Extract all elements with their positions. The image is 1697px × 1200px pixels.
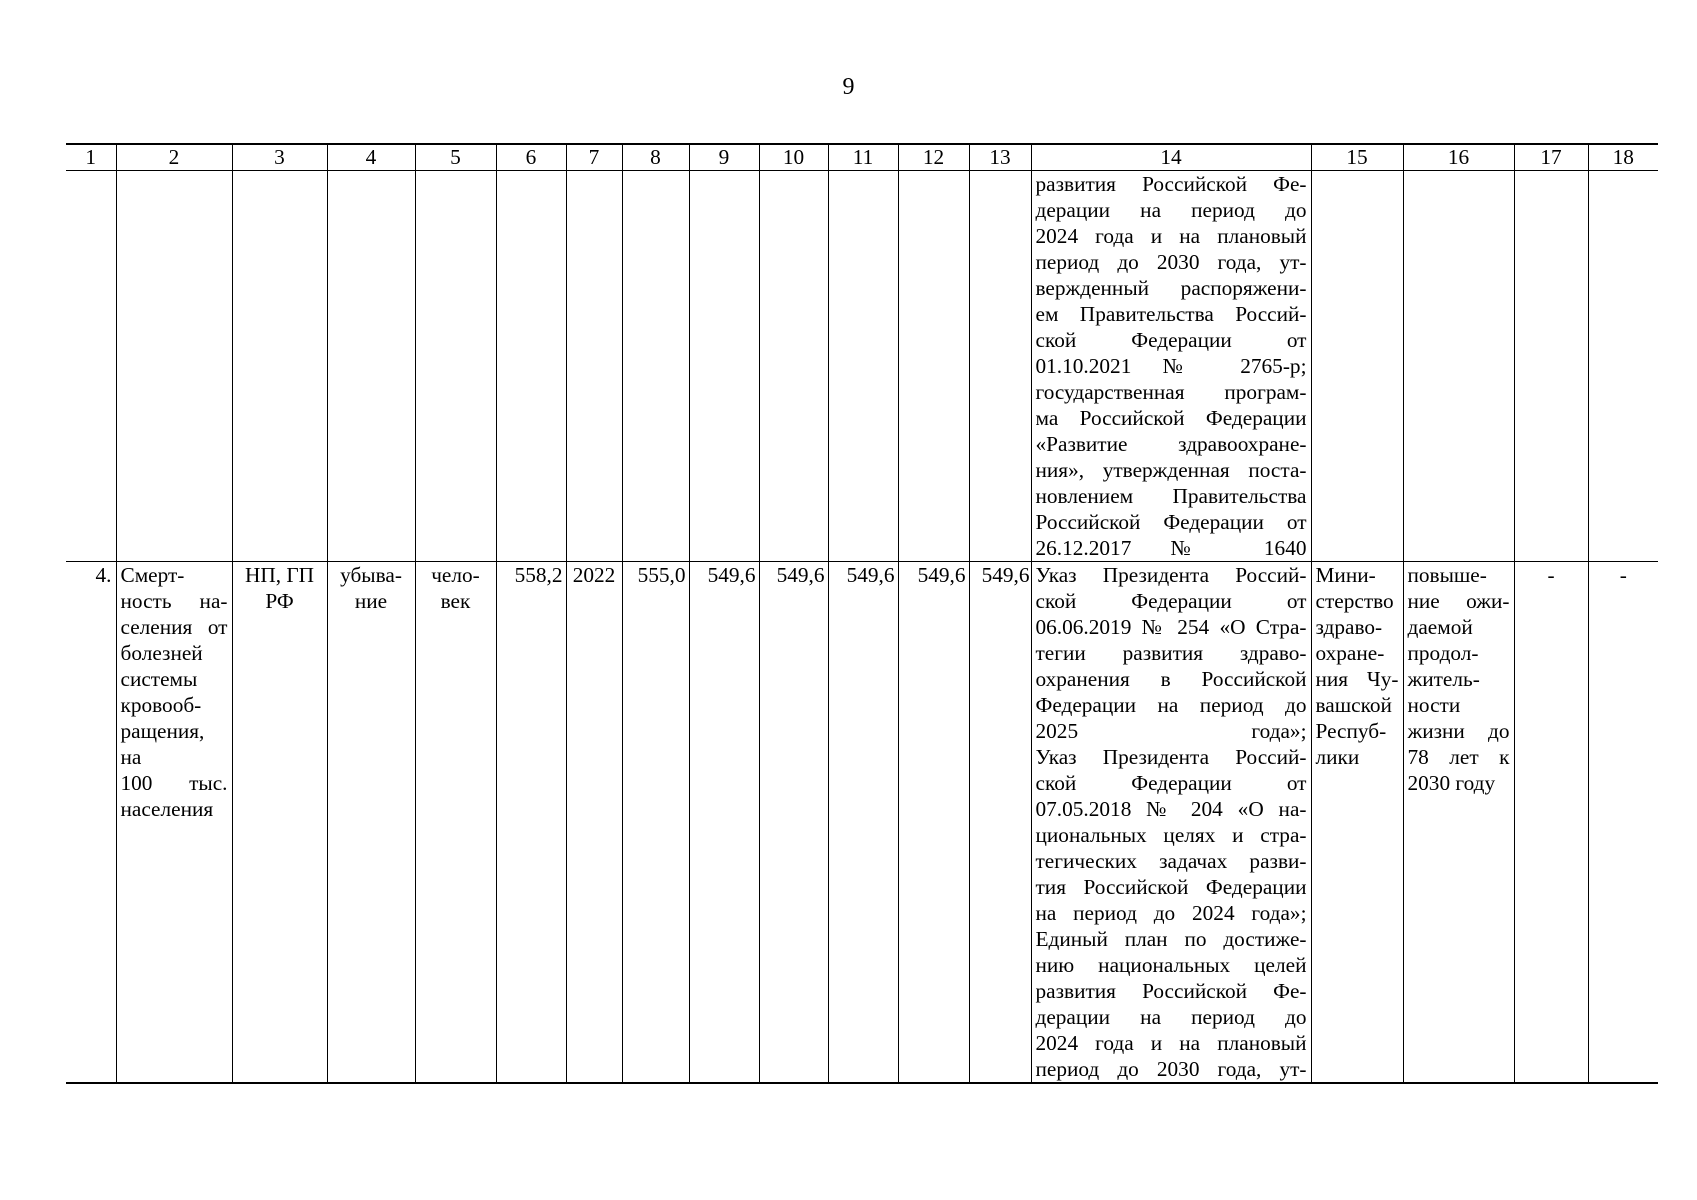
text-line: тегии развития здраво-: [1035, 641, 1307, 665]
header-cell: 11: [828, 144, 898, 171]
text-line: вержденный распоряжени-: [1035, 276, 1307, 300]
continuation-row: [66, 171, 1658, 562]
table-cell: [232, 171, 327, 562]
table-row-4: [66, 562, 1658, 1084]
table-cell: [828, 171, 898, 562]
indicator-type: [232, 562, 327, 1084]
text-line: 06.06.2019 № 254 «О Стра-: [1035, 615, 1307, 639]
table-cell: [1588, 171, 1658, 562]
value-col-11: 549,6: [828, 562, 898, 1084]
value-col-17: -: [1514, 562, 1588, 1084]
text-line: тегических задачах разви-: [1035, 849, 1307, 873]
text-line: здраво-: [1315, 615, 1383, 639]
text-line: на: [120, 745, 142, 769]
legal-documents: [1031, 562, 1311, 1084]
header-cell: 9: [689, 144, 759, 171]
indicator-direction: [327, 562, 415, 1084]
text-line: Единый план по достиже-: [1035, 927, 1307, 951]
text-line: Федерации на период до: [1035, 693, 1307, 717]
text-line: Смерт-: [120, 563, 185, 587]
table-cell: [1403, 171, 1514, 562]
text-line: дерации на период до: [1035, 1005, 1307, 1029]
text-line: селения от: [120, 615, 228, 639]
text-line: ности: [1407, 693, 1461, 717]
table-cell: [622, 171, 689, 562]
text-line: 2024 года и на плановый: [1035, 224, 1307, 248]
header-cell: 5: [415, 144, 496, 171]
text-line: ской Федерации от: [1035, 328, 1307, 352]
header-cell: 17: [1514, 144, 1588, 171]
text-line: охранения в Российской: [1035, 667, 1307, 691]
header-cell: 18: [1588, 144, 1658, 171]
text-line: даемой: [1407, 615, 1473, 639]
value-col-13: 549,6: [969, 562, 1031, 1084]
indicator-name: [116, 562, 232, 1084]
text-line: РФ: [265, 589, 294, 613]
text-line: чело-: [431, 563, 480, 587]
text-line: ние ожи-: [1407, 589, 1510, 613]
table-cell: [116, 171, 232, 562]
text-line: жизни до: [1407, 719, 1510, 743]
table-cell: [969, 171, 1031, 562]
table-cell: [496, 171, 566, 562]
text-line: 78 лет к: [1407, 745, 1510, 769]
value-col-18: -: [1588, 562, 1658, 1084]
table-cell: [327, 171, 415, 562]
header-cell: 7: [566, 144, 622, 171]
text-line: повыше-: [1407, 563, 1487, 587]
text-line: лики: [1315, 745, 1360, 769]
text-line: вашской: [1315, 693, 1392, 717]
text-line: тия Российской Федерации: [1035, 875, 1307, 899]
text-line: период до 2030 года, ут-: [1035, 250, 1307, 274]
indicators-table: [66, 143, 1658, 1084]
header-cell: 13: [969, 144, 1031, 171]
text-line: развития Российской Фе-: [1035, 172, 1307, 196]
header-cell: 3: [232, 144, 327, 171]
table-cell: [415, 171, 496, 562]
value-col-12: 549,6: [898, 562, 969, 1084]
value-col-9: 549,6: [689, 562, 759, 1084]
text-line: населения: [120, 797, 214, 821]
text-line: «Развитие здравоохране-: [1035, 432, 1307, 456]
text-line: НП, ГП: [244, 563, 315, 587]
text-line: 01.10.2021 № 2765-р;: [1035, 354, 1307, 378]
text-line: ние: [354, 589, 388, 613]
text-line: продол-: [1407, 641, 1479, 665]
text-line: ма Российской Федерации: [1035, 406, 1307, 430]
text-line: Российской Федерации от: [1035, 510, 1307, 534]
header-cell: 4: [327, 144, 415, 171]
header-cell: 6: [496, 144, 566, 171]
value-col-8: 555,0: [622, 562, 689, 1084]
text-line: 07.05.2018 № 204 «О на-: [1035, 797, 1307, 821]
text-line: 2025 года»;: [1035, 719, 1307, 743]
text-line: 2024 года и на плановый: [1035, 1031, 1307, 1055]
text-line: новлением Правительства: [1035, 484, 1307, 508]
text-line: ем Правительства Россий-: [1035, 302, 1307, 326]
header-cell: 15: [1311, 144, 1403, 171]
unit-of-measure: [415, 562, 496, 1084]
text-line: Респуб-: [1315, 719, 1387, 743]
table-cell: [566, 171, 622, 562]
text-line: убыва-: [340, 563, 402, 587]
text-line: болезней: [120, 641, 203, 665]
table-cell: [1311, 171, 1403, 562]
text-line: ской Федерации от: [1035, 589, 1307, 613]
header-cell: 2: [116, 144, 232, 171]
text-line: период до 2030 года, ут-: [1035, 1057, 1307, 1081]
header-cell: 12: [898, 144, 969, 171]
header-cell: 14: [1031, 144, 1311, 171]
text-line: Указ Президента Россий-: [1035, 745, 1307, 769]
text-line: ращения,: [120, 719, 205, 743]
text-line: охране-: [1315, 641, 1385, 665]
documents-continuation-cell: [1031, 171, 1311, 562]
text-line: кровооб-: [120, 693, 202, 717]
text-line: ность на-: [120, 589, 228, 613]
text-line: 26.12.2017 № 1640: [1035, 536, 1307, 560]
text-line: 2030 году: [1407, 771, 1496, 795]
table-cell: [1514, 171, 1588, 562]
text-line: век: [440, 589, 471, 613]
page-number: 9: [842, 74, 855, 100]
header-cell: 16: [1403, 144, 1514, 171]
text-line: ской Федерации от: [1035, 771, 1307, 795]
text-line: дерации на период до: [1035, 198, 1307, 222]
text-line: циональных целях и стра-: [1035, 823, 1307, 847]
header-cell: 1: [66, 144, 116, 171]
responsible-executor: [1311, 562, 1403, 1084]
base-value: 558,2: [496, 562, 566, 1084]
text-line: на период до 2024 года»;: [1035, 901, 1307, 925]
header-cell: 10: [759, 144, 828, 171]
table-cell: [898, 171, 969, 562]
text-line: развития Российской Фе-: [1035, 979, 1307, 1003]
header-cell: 8: [622, 144, 689, 171]
value-col-10: 549,6: [759, 562, 828, 1084]
header-row: [66, 144, 1658, 171]
text-line: Мини-: [1315, 563, 1376, 587]
text-line: ния Чу-: [1315, 667, 1399, 691]
goal-description: [1403, 562, 1514, 1084]
text-line: житель-: [1407, 667, 1480, 691]
text-line: Указ Президента Россий-: [1035, 563, 1307, 587]
text-line: государственная програм-: [1035, 380, 1307, 404]
text-line: стерство: [1315, 589, 1394, 613]
base-year: 2022: [566, 562, 622, 1084]
text-line: ния», утвержденная поста-: [1035, 458, 1307, 482]
row-number: 4.: [66, 562, 116, 1084]
table-cell: [689, 171, 759, 562]
text-line: 100 тыс.: [120, 771, 228, 795]
table-cell: [759, 171, 828, 562]
text-line: нию национальных целей: [1035, 953, 1307, 977]
table-cell: [66, 171, 116, 562]
text-line: системы: [120, 667, 198, 691]
